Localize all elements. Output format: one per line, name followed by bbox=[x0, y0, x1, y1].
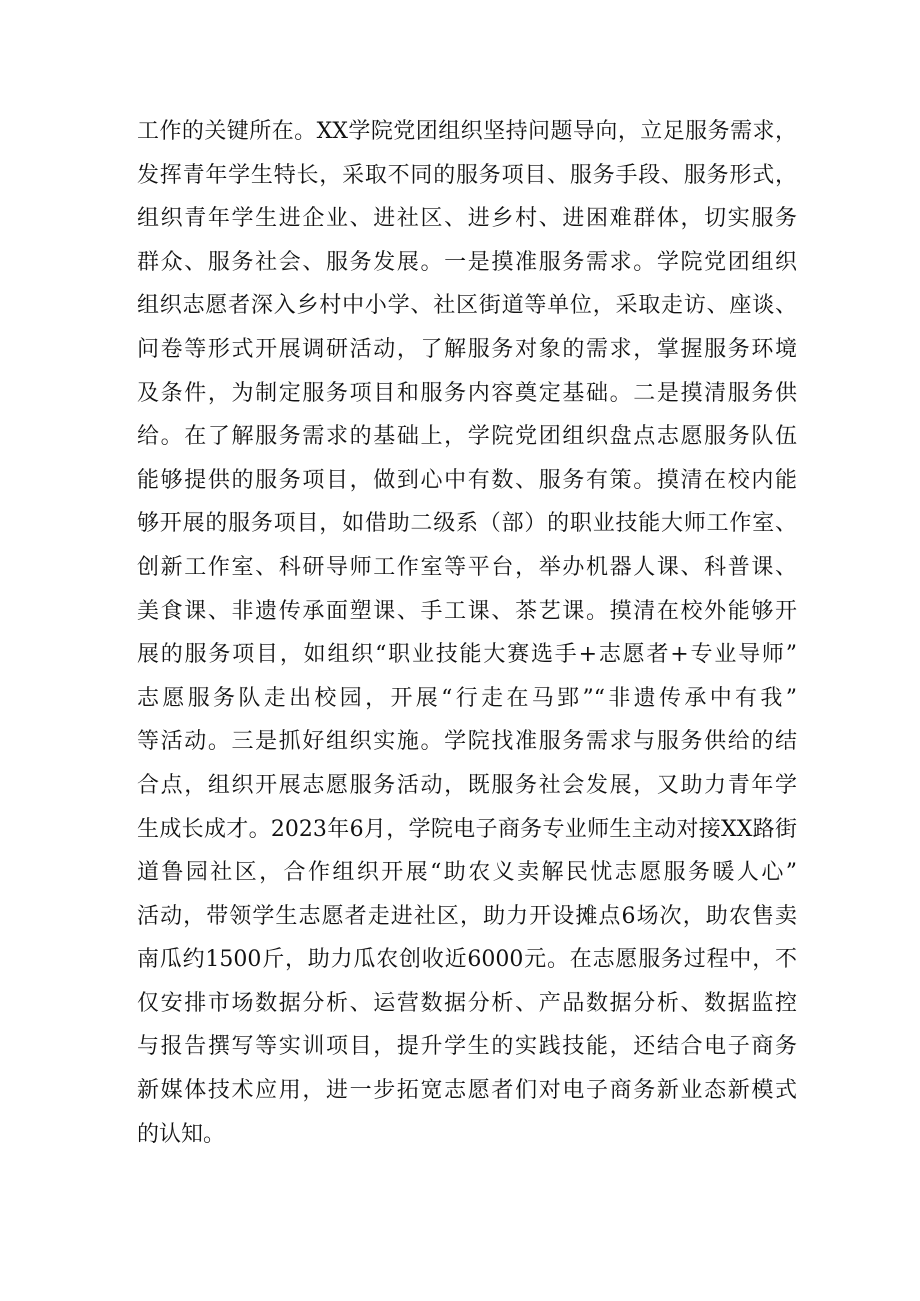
text-line: 美食课、非遗传承面塑课、手工课、茶艺课。摸清在校外能够开 bbox=[137, 598, 797, 624]
text-line: 道鲁园社区，合作组织开展“助农义卖解民忧志愿服务暖人心” bbox=[137, 860, 797, 886]
text-line: 合点，组织开展志愿服务活动，既服务社会发展，又助力青年学 bbox=[137, 772, 797, 798]
text-line: 问卷等形式开展调研活动，了解服务对象的需求，掌握服务环境 bbox=[137, 336, 797, 362]
text-line: 生成长成才。2023年6月，学院电子商务专业师生主动对接XX路街 bbox=[137, 816, 797, 842]
text-line: 南瓜约1500斤，助力瓜农创收近6000元。在志愿服务过程中，不 bbox=[137, 947, 797, 973]
text-line: 组织志愿者深入乡村中小学、社区街道等单位，采取走访、座谈、 bbox=[137, 293, 797, 319]
text-line: 群众、服务社会、服务发展。一是摸准服务需求。学院党团组织 bbox=[137, 249, 797, 275]
text-line: 的认知。 bbox=[137, 1121, 226, 1147]
text-line: 创新工作室、科研导师工作室等平台，举办机器人课、科普课、 bbox=[137, 554, 797, 580]
text-line: 仅安排市场数据分析、运营数据分析、产品数据分析、数据监控 bbox=[137, 990, 797, 1016]
text-line: 能够提供的服务项目，做到心中有数、服务有策。摸清在校内能 bbox=[137, 467, 797, 493]
body-paragraph bbox=[137, 110, 797, 1156]
text-line: 新媒体技术应用，进一步拓宽志愿者们对电子商务新业态新模式 bbox=[137, 1078, 797, 1104]
text-line: 等活动。三是抓好组织实施。学院找准服务需求与服务供给的结 bbox=[137, 729, 797, 755]
text-line: 给。在了解服务需求的基础上，学院党团组织盘点志愿服务队伍 bbox=[137, 424, 797, 450]
text-line: 活动，带领学生志愿者走进社区，助力开设摊点6场次，助农售卖 bbox=[137, 903, 797, 929]
text-line: 够开展的服务项目，如借助二级系（部）的职业技能大师工作室、 bbox=[137, 511, 797, 537]
text-line: 组织青年学生进企业、进社区、进乡村、进困难群体，切实服务 bbox=[137, 206, 797, 232]
text-line: 志愿服务队走出校园，开展“行走在马郢”“非遗传承中有我” bbox=[137, 685, 797, 711]
text-line: 发挥青年学生特长，采取不同的服务项目、服务手段、服务形式， bbox=[137, 162, 797, 188]
text-line: 与报告撰写等实训项目，提升学生的实践技能，还结合电子商务 bbox=[137, 1034, 797, 1060]
text-line: 工作的关键所在。XX学院党团组织坚持问题导向，立足服务需求， bbox=[137, 119, 797, 144]
text-line: 展的服务项目，如组织“职业技能大赛选手+志愿者+专业导师” bbox=[137, 642, 797, 668]
text-line: 及条件，为制定服务项目和服务内容奠定基础。二是摸清服务供 bbox=[137, 380, 797, 406]
